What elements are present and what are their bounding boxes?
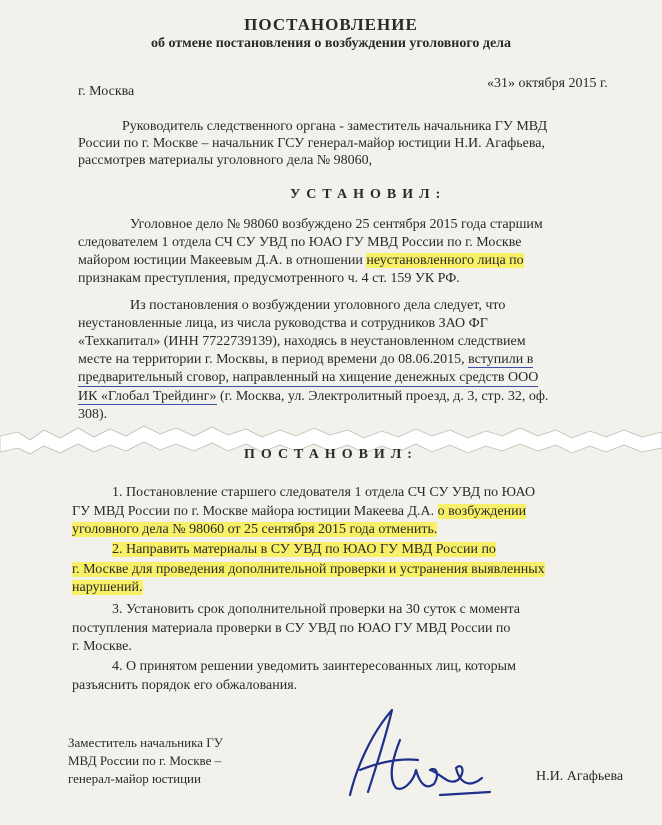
highlighted-text: уголовного дела № 98060 от 25 сентября 2015 года отменить. (72, 522, 438, 537)
signatory-position: генерал-майор юстиции (68, 771, 201, 786)
paragraph-line: поступления материала проверки в СУ УВД по ЮАО ГУ МВД России по (72, 621, 511, 636)
signatory-name: Н.И. Агафьева (536, 769, 624, 784)
paragraph-line: неустановленные лица, из числа руководства и сотрудников ЗАО ФГ (78, 316, 488, 331)
date: «31» октября 2015 г. (487, 76, 608, 91)
signatory-position: Заместитель начальника ГУ (68, 735, 223, 750)
intro-line: России по г. Москве – начальник ГСУ генерал-майор юстиции Н.И. Агафьева, (78, 136, 546, 151)
paragraph-text: месте на территории г. Москвы, в период времени до 08.06.2015, (78, 352, 469, 367)
section-heading-established: УСТАНОВИЛ: (290, 187, 447, 202)
paragraph-line (78, 351, 533, 368)
city: г. Москва (78, 84, 135, 99)
paragraph-line: 308). (78, 407, 108, 422)
document-title: ПОСТАНОВЛЕНИЕ (244, 15, 418, 34)
paragraph-line: 3. Установить срок дополнительной проверки на 30 суток с момента (112, 602, 521, 617)
paragraph-line (72, 579, 143, 596)
paragraph-text: (г. Москва, ул. Электролитный проезд, д. 3, стр. 32, оф. (216, 389, 549, 404)
underlined-line: предварительный сговор, направленный на хищение денежных средств ООО (78, 370, 539, 385)
paragraph-line (72, 521, 437, 538)
handwritten-signature (330, 700, 500, 815)
intro-line: рассмотрев материалы уголовного дела № 98060, (78, 153, 373, 168)
highlighted-text: о возбуждении (437, 504, 527, 519)
signatory-position: МВД России по г. Москве – (68, 753, 222, 768)
highlighted-text: г. Москве для проведения дополнительной проверки и устранения выявленных (72, 562, 545, 577)
document-subtitle: об отмене постановления о возбуждении уголовного дела (150, 36, 512, 51)
underlined-text: ИК «Глобал Трейдинг» (78, 389, 217, 404)
paragraph-line: Уголовное дело № 98060 возбуждено 25 сентября 2015 года старшим (130, 217, 543, 232)
highlighted-text: 2. Направить материалы в СУ УВД по ЮАО ГУ МВД России по (112, 542, 496, 557)
paragraph-text: ГУ МВД России по г. Москве майора юстиции Макеева Д.А. (72, 504, 438, 519)
paragraph-line (112, 541, 496, 558)
intro-line: Руководитель следственного органа - заместитель начальника ГУ МВД (122, 119, 548, 134)
paragraph-line: разъяснить порядок его обжалования. (72, 678, 298, 693)
highlighted-text: нарушений. (72, 580, 143, 595)
paragraph-line (78, 252, 524, 269)
paragraph-line: следователем 1 отдела СЧ СУ УВД по ЮАО ГУ МВД России по г. Москве (78, 235, 522, 250)
paragraph-line: признакам преступления, предусмотренного ч. 4 ст. 159 УК РФ. (78, 271, 460, 286)
paragraph-text: майором юстиции Макеевым Д.А. в отношении (78, 253, 367, 268)
highlighted-text: неустановленного лица по (366, 253, 524, 268)
section-heading-resolved: ПОСТАНОВИЛ: (244, 447, 418, 462)
underlined-text: вступили в (468, 352, 534, 367)
paragraph-line: Из постановления о возбуждении уголовного дела следует, что (130, 298, 506, 313)
paragraph-line: г. Москве. (72, 639, 132, 654)
paragraph-line: «Техкапитал» (ИНН 7722739139), находясь в неустановленном следствием (78, 334, 526, 349)
paragraph-line (78, 388, 548, 405)
paragraph-line: 4. О принятом решении уведомить заинтересованных лиц, которым (112, 659, 516, 674)
paragraph-line: 1. Постановление старшего следователя 1 отдела СЧ СУ УВД по ЮАО (112, 485, 536, 500)
paragraph-line (72, 503, 526, 520)
paragraph-line (72, 561, 545, 578)
